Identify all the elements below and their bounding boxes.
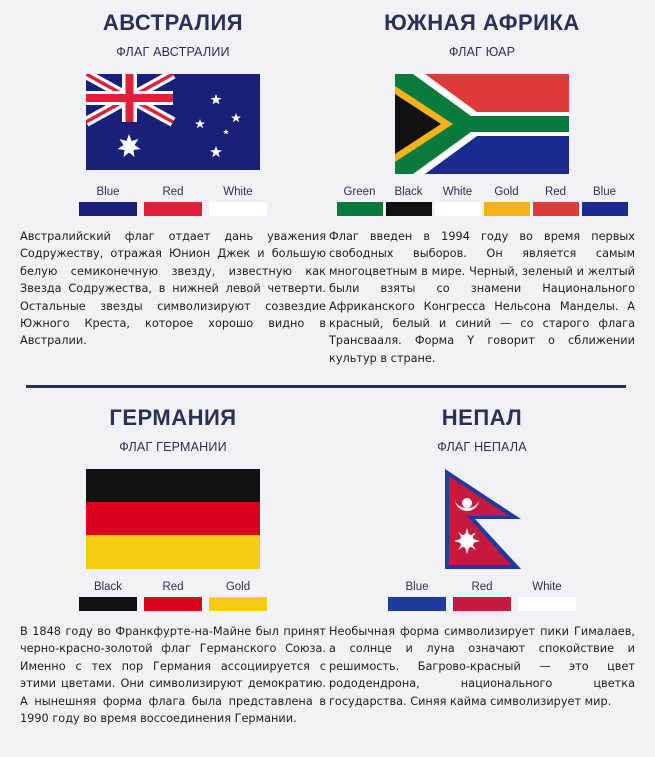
- swatch-label: Blue: [592, 186, 617, 198]
- color-swatches: [327, 184, 637, 216]
- australia-panel: [18, 0, 328, 350]
- nepal-flag-image: [395, 469, 569, 569]
- swatch-gold: [209, 579, 267, 611]
- swatch-red: [144, 579, 202, 611]
- swatch-red: [144, 184, 202, 216]
- swatch-red: [533, 184, 579, 216]
- flag-south-africa: [327, 74, 637, 174]
- south-africa-flag-image: [395, 74, 569, 174]
- description-text: Флаг введен в 1994 году во время первых свободных выборов. Он является самым многоцветным в мире. Черный, зеленый и желтый были взяты со знамени Национального Африканского Конгресса Нельсона Манделы. А красный, белый и синий — со старого флага Трансвааля. Форма Y говорит о сближении культур в стране.: [329, 230, 635, 365]
- swatch-gold: [484, 184, 530, 216]
- swatch-bar: [435, 202, 481, 216]
- swatch-bar: [144, 597, 202, 611]
- swatch-label: White: [532, 581, 562, 593]
- country-title: ЮЖНАЯ АФРИКА: [384, 10, 580, 35]
- country-title: НЕПАЛ: [441, 405, 523, 430]
- australia-flag-image: [86, 74, 260, 170]
- flag-germany: [18, 469, 328, 569]
- swatch-red: [453, 579, 511, 611]
- swatch-bar: [533, 202, 579, 216]
- swatch-label: Red: [162, 581, 184, 593]
- swatch-label: White: [442, 186, 473, 198]
- swatch-bar: [453, 597, 511, 611]
- flag-subtitle: ФЛАГ АВСТРАЛИИ: [116, 45, 230, 59]
- swatch-bar: [209, 202, 267, 216]
- flag-subtitle: ФЛАГ НЕПАЛА: [437, 440, 527, 454]
- swatch-bar: [209, 597, 267, 611]
- description-text: Необычная форма символизирует пики Гималаев, а солнце и луна означают спокойствие и решимость. Багрово-красный — это цвет рододендрона, национального цветка государства. Синяя кайма символизирует мир.: [329, 625, 635, 708]
- swatch-bar: [518, 597, 576, 611]
- color-swatches: [327, 579, 637, 611]
- swatch-white: [209, 184, 267, 216]
- swatch-label: Black: [394, 186, 423, 198]
- south-africa-panel: [327, 0, 637, 367]
- swatch-blue: [582, 184, 628, 216]
- flag-subtitle: ФЛАГ ГЕРМАНИИ: [119, 440, 227, 454]
- flag-nepal: [327, 469, 637, 569]
- swatch-label: Blue: [405, 581, 429, 593]
- flag-australia: [18, 74, 328, 174]
- swatch-blue: [79, 184, 137, 216]
- swatch-white: [435, 184, 481, 216]
- swatch-label: Red: [162, 186, 184, 198]
- swatch-label: White: [223, 186, 253, 198]
- flag-subtitle: ФЛАГ ЮАР: [448, 45, 516, 59]
- germany-panel: [18, 395, 328, 727]
- swatch-black: [386, 184, 432, 216]
- swatch-bar: [388, 597, 446, 611]
- swatch-label: Red: [544, 186, 567, 198]
- swatch-label: Red: [471, 581, 493, 593]
- section-divider: [26, 385, 626, 388]
- swatch-bar: [79, 597, 137, 611]
- swatch-bar: [386, 202, 432, 216]
- country-title: ГЕРМАНИЯ: [109, 405, 237, 430]
- swatch-white: [518, 579, 576, 611]
- color-swatches: [18, 579, 328, 611]
- swatch-label: Gold: [225, 581, 251, 593]
- swatch-blue: [388, 579, 446, 611]
- swatch-bar: [337, 202, 383, 216]
- germany-flag-image: [86, 469, 260, 569]
- swatch-bar: [582, 202, 628, 216]
- description-text: Австралийский флаг отдает дань уважения Содружеству, отражая Юнион Джек и большую белую семиконечную звезду, известную как Звезда Содружества, в нижней левой четверти. Остальные звезды символизируют созвездие Южного Креста, которое хорошо видно в Австралии.: [20, 230, 326, 348]
- swatch-label: Black: [93, 581, 123, 593]
- nepal-panel: [327, 395, 637, 710]
- swatch-green: [337, 184, 383, 216]
- swatch-bar: [484, 202, 530, 216]
- swatch-label: Green: [343, 186, 376, 198]
- swatch-label: Blue: [96, 186, 120, 198]
- swatch-black: [79, 579, 137, 611]
- description-text: В 1848 году во Франкфурте-на-Майне был принят черно-красно-золотой флаг Германского Союза. Именно с тех пор Германия ассоциируется с этими цветами. Они символизируют демократию. А нынешняя форма флага была представлена в 1990 году во время воссоединения Германии.: [20, 625, 326, 726]
- swatch-bar: [144, 202, 202, 216]
- color-swatches: [18, 184, 328, 216]
- country-title: АВСТРАЛИЯ: [102, 10, 244, 35]
- swatch-label: Gold: [494, 186, 519, 198]
- swatch-bar: [79, 202, 137, 216]
